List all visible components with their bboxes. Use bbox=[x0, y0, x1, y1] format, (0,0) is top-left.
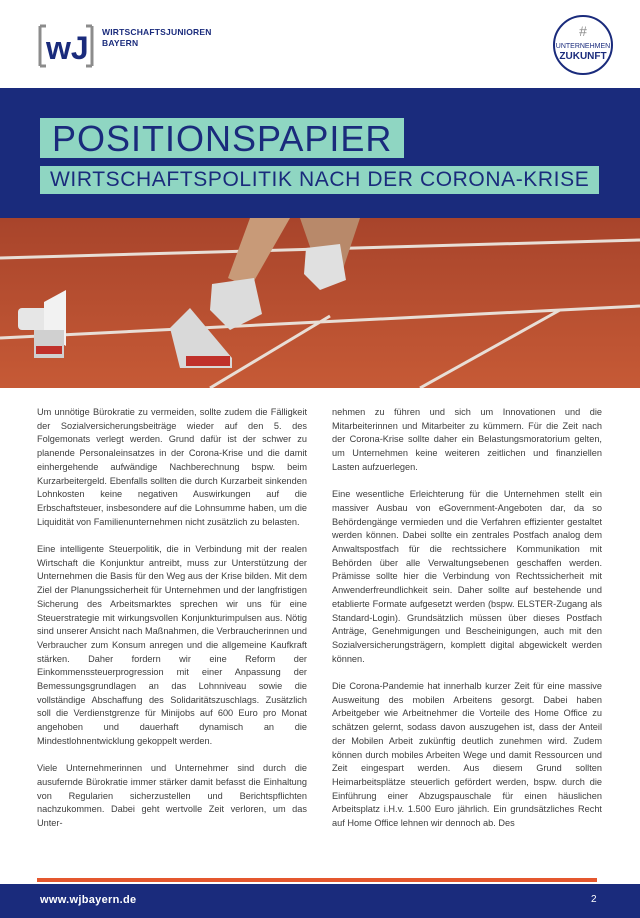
org-name bbox=[102, 27, 212, 49]
header bbox=[0, 0, 640, 88]
page-title: POSITIONSPAPIER bbox=[40, 118, 404, 158]
paragraph: Die Corona-Pandemie hat innerhalb kurzer Zeit für eine massive Ausweitung des mobilen Arbeitens gesorgt. Dabei haben Arbeitgeber wie Arbeitnehmer die Vorteile des Home Office zu schätzen gelernt, sodass davon auszugehen ist, dass der Anteil der Mobilen Arbeit zukünftig deutlich zunehmen wird. Zudem können durch mobiles Arbeiten Wege und damit Ressourcen und Zeit eingespart werden. Aus diesem Grund sollten Heimarbeitsplätze steuerlich gefördert werden, bspw. durch die Einführung einer Abzugspauschale für einen häuslichen Arbeitsplatz i.H.v. 1.500 Euro jährlich. Ein grundsätzliches Recht auf Home Office lehnen wir dennoch ab. Des bbox=[332, 681, 602, 829]
hero-photo-sprinter-start bbox=[0, 218, 640, 388]
footer bbox=[0, 884, 640, 918]
badge-hash: # bbox=[579, 23, 587, 39]
paragraph: Um unnötige Bürokratie zu vermeiden, sollte zudem die Fälligkeit der Sozialversicherungsbeiträge wieder auf den 5. des Folgemonats verlegt werden. Grund dafür ist der schwer zu planende Personaleinsatzes in der Corona-Krise und die damit einhergehende aufwändige Nachberechnung bspw. beim Kurzarbeitergeld. Ebenfalls sollten die durch Kurzarbeit sinkenden Lohnkosten keine negativen Auswirkungen auf die Erbschaftsteuer, insbesondere auf die Lohnsumme haben, um die Liquidität von Familienunternehmen nicht zusätzlich zu belasten. bbox=[37, 407, 307, 527]
org-name-line2: BAYERN bbox=[102, 38, 139, 48]
wj-logo-icon bbox=[38, 24, 94, 68]
badge-line2: ZUKUNFT bbox=[559, 51, 607, 62]
paragraph: Eine wesentliche Erleichterung für die Unternehmen stellt ein massiver Ausbau von eGovernment-Angeboten dar, da so Behördengänge vermieden und die Verfahren effizienter gestaltet werden können. Dabei sollte ein zentrales Postfach analog dem Anwaltspostfach für die rechtssichere Kommunikation mit Behörden über alle Verwaltungsebenen geschaffen werden. Prämisse sollte hier die Verbindung von Rechtssicherheit mit Anwenderfreundlichkeit sein. Daher sollte auf bestehende und etablierte Formate aufgesetzt werden (bspw. ELSTER-Zugang als Standard-Login). Grundsätzlich müssen über dieses Postfach Anträge, Genehmigungen und Bescheinigungen, auch mit den Sozialversicherungsträgern, komplett digital abgewickelt werden können. bbox=[332, 489, 602, 664]
website-link[interactable]: www.wjbayern.de bbox=[40, 894, 137, 906]
text-column-right bbox=[332, 406, 602, 844]
svg-text:wJ: wJ bbox=[46, 30, 89, 66]
paragraph: Viele Unternehmerinnen und Unternehmer sind durch die ausufernde Bürokratie immer stärker damit befasst die Einhaltung von Regularien sicherzustellen und Berichtspflichten nachzukommen. Dabei geht wertvolle Zeit verloren, um das Unter- bbox=[37, 763, 307, 829]
footer-accent-rule bbox=[37, 878, 597, 882]
paragraph: nehmen zu führen und sich um Innovationen und die Mitarbeiterinnen und Mitarbeiter zu kümmern. Für die Zeit nach der Corona-Krise sollte daher ein Belastungsmoratorium gelten, um Unternehmen keine weiteren zeitlichen und finanziellen Lasten aufzuerlegen. bbox=[332, 407, 602, 472]
page-number: 2 bbox=[591, 894, 597, 905]
org-name-line1: WIRTSCHAFTSJUNIOREN bbox=[102, 27, 212, 37]
text-column-left bbox=[37, 406, 307, 844]
page-subtitle: WIRTSCHAFTSPOLITIK NACH DER CORONA-KRISE bbox=[40, 166, 599, 194]
badge-line1: UNTERNEHMEN bbox=[555, 43, 611, 50]
paragraph: Eine intelligente Steuerpolitik, die in Verbindung mit der realen Wirtschaft die Konjunktur antreibt, muss zur Unterstützung der Unternehmen die Basis für den Weg aus der Krise bilden. Mit dem Ziel der Planungssicherheit für Unternehmen und der langfristigen Sicherung des Arbeitsmarktes sprechen wir uns für eine Steuerstrategie mit wirkungsvollen Konjunkturimpulsen aus. Nötig sind unserer Ansicht nach Maßnahmen, die Verbraucherinnen und Verbraucher zum Konsum anregen und die allgemeine Kaufkraft stärken. Daher fordern wir eine Reform der Einkommenssteuerprogression mit einer Anpassung der Bemessungsgrundlagen an das Lohnniveau sowie die vollständige Abschaffung des Solidaritätszuschlags. Zusätzlich soll die Verdienstgrenze für Minijobs auf 600 Euro pro Monat angehoben und dauerhaft dynamisch an die Mindestlohnentwicklung gekoppelt werden. bbox=[37, 544, 307, 746]
unternehmen-zukunft-badge bbox=[552, 14, 614, 76]
